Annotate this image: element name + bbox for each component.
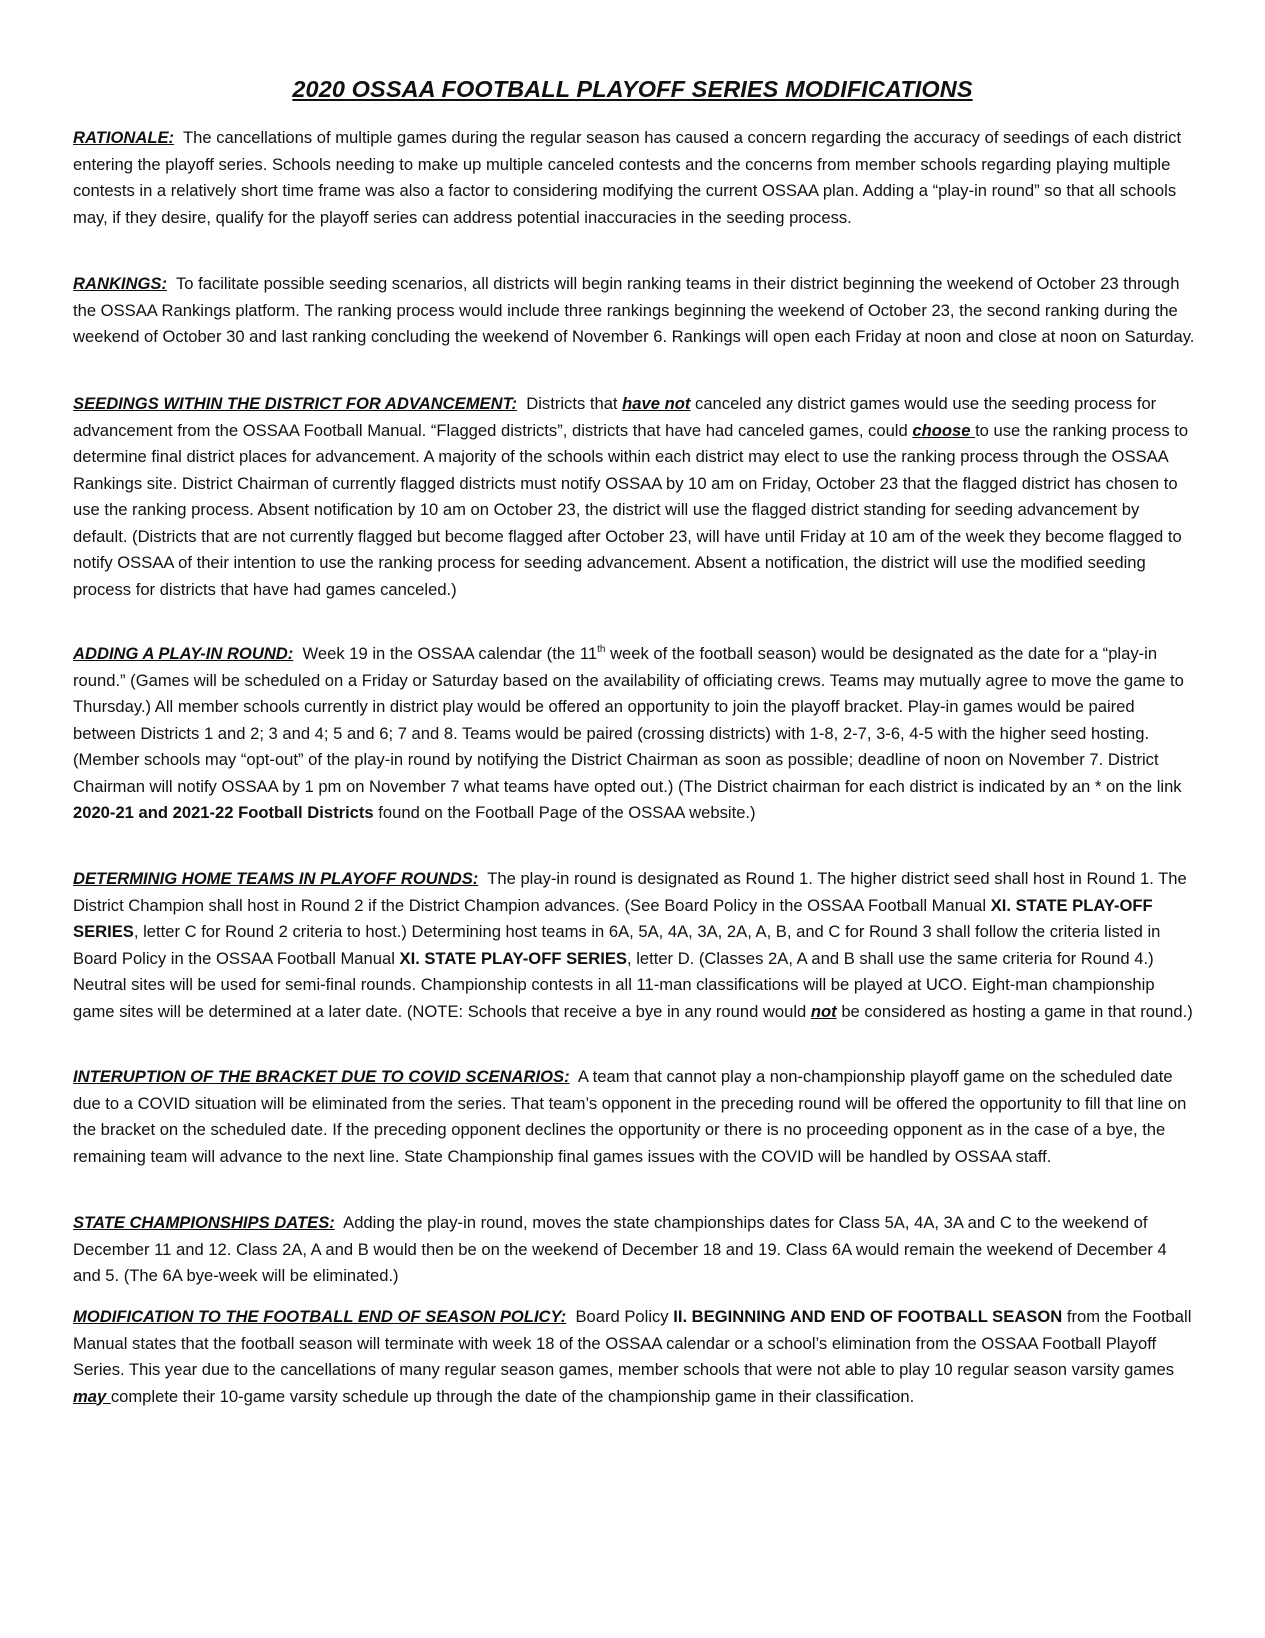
seedings-heading: SEEDINGS WITHIN THE DISTRICT FOR ADVANCEMENT:: [73, 394, 518, 413]
document-title: 2020 OSSAA FOOTBALL PLAYOFF SERIES MODIFICATIONS: [292, 76, 973, 102]
season-heading: MODIFICATION TO THE FOOTBALL END OF SEASON POLICY:: [73, 1307, 567, 1326]
rationale-text: The cancellations of multiple games during the regular season has caused a concern regarding the accuracy of seedings of each district entering the playoff series. Schools needing to make up multiple canceled contests and the concerns from member schools regarding playing multiple contests in a relatively short time frame was also a factor to considering modifying the current OSSAA plan. Adding a “play-in round” so that all schools may, if they desire, qualify for the playoff series can address potential inaccuracies in the seeding process.: [73, 128, 1182, 227]
home-text-1: The play-in round is designated as Round 1. The higher district seed shall host in Round 1. The District Champion shall host in Round 2 if the District Champion advances. (See Board Policy in the OSSAA Football Manual: [73, 869, 1187, 915]
season-emphasis-may: may: [73, 1386, 111, 1406]
playin-superscript: th: [597, 644, 606, 655]
playin-heading: ADDING A PLAY-IN ROUND:: [73, 644, 294, 663]
seedings-emphasis-have-not: have not: [622, 394, 691, 413]
seedings-text-1: Districts that: [526, 394, 623, 413]
playin-districts-link-text: 2020-21 and 2021-22 Football Districts: [73, 803, 374, 822]
rankings-section: [73, 271, 1198, 351]
dates-section: [73, 1210, 1198, 1290]
seedings-section: [73, 391, 1198, 603]
seedings-text-2: canceled any district games would use the seeding process for advancement from the OSSAA Football Manual. “Flagged districts”, districts that have had canceled games, could: [73, 394, 1157, 440]
season-text-2: from the Football Manual states that the football season will terminate with week 18 of the OSSAA calendar or a school’s elimination from the OSSAA Football Playoff Series. This year due to the cancellations of many regular season games, member schools that were not able to play 10 regular season varsity games: [73, 1307, 1192, 1379]
rankings-heading: RANKINGS:: [73, 274, 168, 293]
season-bold-1: II. BEGINNING AND END OF FOOTBALL SEASON: [673, 1307, 1063, 1326]
rationale-heading: RATIONALE:: [73, 128, 175, 147]
playin-text-3: found on the Football Page of the OSSAA website.): [373, 803, 756, 822]
seedings-text-3: to use the ranking process to determine final district places for advancement. A majority of the schools within each district may elect to use the ranking process through the OSSAA Rankings site. District Chairman of currently flagged districts must notify OSSAA by 10 am on Friday, October 23 that the flagged district has chosen to use the ranking process. Absent notification by 10 am on October 23, the district will use the flagged district standing for seeding advancement by default. (Districts that are not currently flagged but become flagged after October 23, will have until Friday at 10 am of the week they become flagged to notify OSSAA of their intention to use the ranking process for seeding advancement. Absent a notification, the district will use the modified seeding process for districts that have had games canceled.): [73, 420, 1189, 599]
dates-heading: STATE CHAMPIONSHIPS DATES:: [73, 1213, 335, 1232]
season-text-3: complete their 10-game varsity schedule up through the date of the championship game in their classification.: [110, 1386, 915, 1406]
home-text-4: be considered as hosting a game in that round.): [836, 1001, 1193, 1021]
rankings-text: To facilitate possible seeding scenarios, all districts will begin ranking teams in their district beginning the weekend of October 23 through the OSSAA Rankings platform. The ranking process would include three rankings beginning the weekend of October 23, the second ranking during the weekend of October 30 and last ranking concluding the weekend of November 6. Rankings will open each Friday at noon and close at noon on Saturday.: [73, 274, 1195, 346]
home-teams-heading: DETERMINIG HOME TEAMS IN PLAYOFF ROUNDS:: [73, 869, 479, 888]
playin-section: [73, 641, 1198, 827]
covid-heading: INTERUPTION OF THE BRACKET DUE TO COVID SCENARIOS:: [73, 1067, 570, 1086]
home-bold-2: XI. STATE PLAY-OFF SERIES: [399, 948, 627, 968]
playin-text-1: Week 19 in the OSSAA calendar (the 11: [302, 644, 598, 663]
home-text-2: , letter C for Round 2 criteria to host.) Determining host teams in 6A, 5A, 4A, 3A, 2A, A, B, and C for Round 3 shall follow the criteria listed in Board Policy in the OSSAA Football Manual: [73, 922, 1161, 968]
home-emphasis-not: not: [810, 1001, 837, 1021]
covid-section: [73, 1064, 1198, 1170]
home-teams-section: [73, 866, 1198, 1025]
home-text-3: , letter D. (Classes 2A, A and B shall use the same criteria for Round 4.) Neutral sites will be used for semi-final rounds. Championship contests in all 11-man classifications will be played at UCO. Eight-man championship game sites will be determined at a later date. (NOTE: Schools that receive a bye in any round would: [73, 948, 1155, 1021]
season-section: [73, 1304, 1198, 1410]
covid-text: A team that cannot play a non-championship playoff game on the scheduled date due to a COVID situation will be eliminated from the series. That team’s opponent in the preceding round will be offered the opportunity to fill that line on the bracket on the scheduled date. If the preceding opponent declines the opportunity or there is no proceeding opponent as in the case of a bye, the remaining team will advance to the next line. State Championship final games issues with the COVID will be handled by OSSAA staff.: [73, 1067, 1187, 1166]
seedings-emphasis-choose: choose: [912, 420, 976, 440]
playin-text-2: week of the football season) would be designated as the date for a “play-in round.” (Games will be scheduled on a Friday or Saturday based on the availability of officiating crews. Teams may mutually agree to move the game to Thursday.) All member schools currently in district play would be offered an opportunity to join the playoff bracket. Play-in games would be paired between Districts 1 and 2; 3 and 4; 5 and 6; 7 and 8. Teams would be paired (crossing districts) with 1-8, 2-7, 3-6, 4-5 with the higher seed hosting. (Member schools may “opt-out” of the play-in round by notifying the District Chairman as soon as possible; deadline of noon on November 7. District Chairman will notify OSSAA by 1 pm on November 7 what teams have opted out.) (The District chairman for each district is indicated by an * on the link: [73, 644, 1184, 796]
home-bold-1: XI. STATE PLAY-OFF SERIES: [73, 895, 1153, 941]
dates-text: Adding the play-in round, moves the state championships dates for Class 5A, 4A, 3A and C to the weekend of December 11 and 12. Class 2A, A and B would then be on the weekend of December 18 and 19. Class 6A would remain the weekend of December 4 and 5. (The 6A bye-week will be eliminated.): [73, 1213, 1167, 1285]
rationale-section: [73, 125, 1198, 231]
season-text-1: Board Policy: [575, 1307, 674, 1326]
